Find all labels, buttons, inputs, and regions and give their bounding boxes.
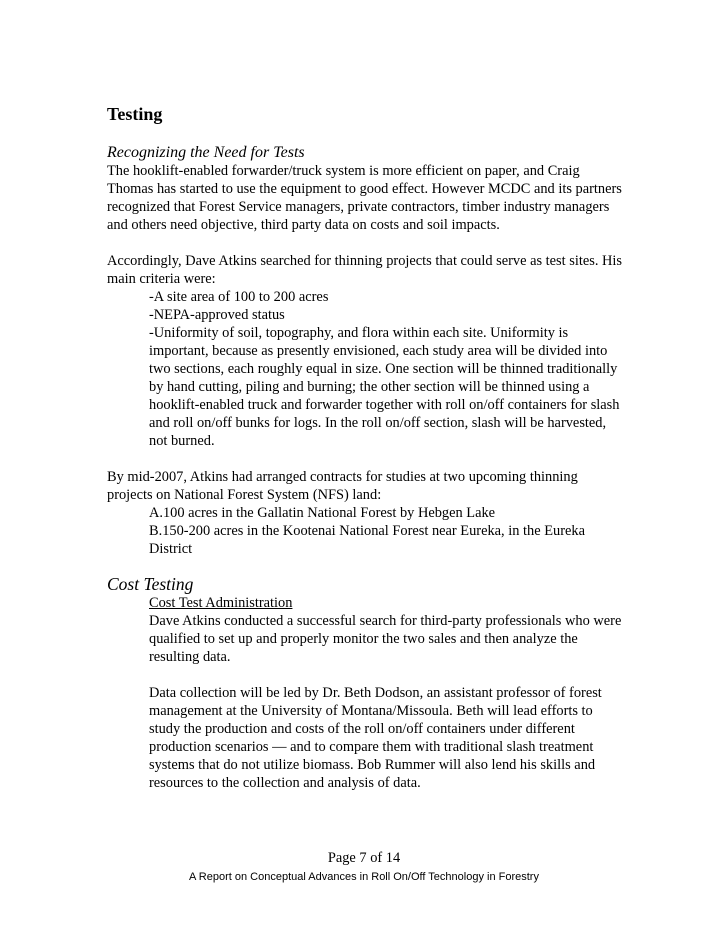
criteria-item: not burned. — [149, 433, 215, 449]
text-line: main criteria were: — [107, 271, 216, 287]
criteria-item: and roll on/off bunks for logs. In the roll on/off section, slash will be harvested, — [149, 415, 607, 431]
criteria-item: -A site area of 100 to 200 acres — [149, 289, 329, 305]
criteria-item: -Uniformity of soil, topography, and flora within each site. Uniformity is — [149, 325, 569, 341]
subsection-underlined-title: Cost Test Administration — [149, 595, 293, 611]
text-line: and others need objective, third party data on costs and soil impacts. — [107, 217, 500, 233]
text-line: By mid-2007, Atkins had arranged contracts for studies at two upcoming thinning — [107, 469, 578, 485]
cost-testing-title: Cost Testing — [107, 574, 194, 594]
page-content — [107, 103, 627, 792]
page-number: Page 7 of 14 — [327, 850, 401, 866]
text-line: qualified to set up and properly monitor the two sales and then analyze the — [149, 631, 578, 647]
text-line: projects on National Forest System (NFS) land: — [107, 487, 382, 503]
project-item: B.150-200 acres in the Kootenai National Forest near Eureka, in the Eureka — [149, 523, 585, 539]
projects-list — [107, 504, 627, 558]
text-line: The hooklift-enabled forwarder/truck system is more efficient on paper, and Craig — [107, 163, 580, 179]
text-line: Dave Atkins conducted a successful search for third-party professionals who were — [149, 613, 622, 629]
paragraph-contracts — [107, 468, 627, 504]
text-line: study the production and costs of the roll on/off containers under different — [149, 721, 575, 737]
criteria-item: two sections, each roughly equal in size. One section will be thinned traditionally — [149, 361, 618, 377]
text-line: Thomas has started to use the equipment to good effect. However MCDC and its partners — [107, 181, 622, 197]
text-line: systems that do not utilize biomass. Bob Rummer will also lend his skills and — [149, 757, 596, 773]
text-line: Data collection will be led by Dr. Beth Dodson, an assistant professor of forest — [149, 685, 602, 701]
criteria-list — [107, 288, 627, 450]
criteria-item: hooklift-enabled truck and forwarder together with roll on/off containers for slash — [149, 397, 620, 413]
subsection-title: Recognizing the Need for Tests — [107, 144, 305, 161]
criteria-item: important, because as presently envisioned, each study area will be divided into — [149, 343, 608, 359]
project-item: District — [149, 541, 193, 557]
project-item: A.100 acres in the Gallatin National Forest by Hebgen Lake — [149, 505, 496, 521]
text-line: management at the University of Montana/Missoula. Beth will lead efforts to — [149, 703, 593, 719]
paragraph-need-for-tests — [107, 162, 627, 234]
criteria-item: -NEPA-approved status — [149, 307, 285, 323]
text-line: recognized that Forest Service managers, private contractors, timber industry managers — [107, 199, 610, 215]
report-footer: A Report on Conceptual Advances in Roll On/Off Technology in Forestry — [189, 871, 539, 883]
section-heading: Testing — [107, 104, 163, 124]
text-line: resources to the collection and analysis of data. — [149, 775, 421, 791]
criteria-item: by hand cutting, piling and burning; the other section will be thinned using a — [149, 379, 590, 395]
text-line: resulting data. — [149, 649, 231, 665]
text-line: production scenarios — and to compare them with traditional slash treatment — [149, 739, 594, 755]
paragraph-criteria-intro — [107, 252, 627, 288]
cost-test-administration — [107, 594, 627, 792]
text-line: Accordingly, Dave Atkins searched for thinning projects that could serve as test sites. His — [107, 253, 623, 269]
